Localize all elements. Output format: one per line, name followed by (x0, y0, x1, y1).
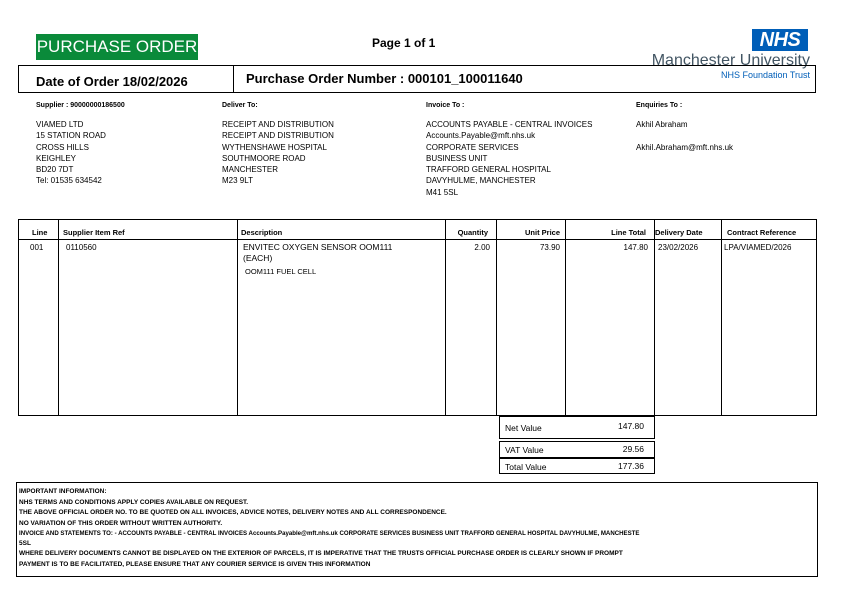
th-line-total: Line Total (611, 228, 646, 237)
th-unit-price: Unit Price (524, 228, 560, 237)
th-delivery-date: Delivery Date (655, 228, 703, 237)
supplier-address: VIAMED LTD 15 STATION ROAD CROSS HILLS KEIGHLEY BD20 7DT Tel: 01535 634542 (36, 120, 106, 186)
info-line: PAYMENT IS TO BE FACILITATED, PLEASE ENSURE THAT ANY COURIER SERVICE IS GIVEN THIS INFORMATION (19, 561, 371, 568)
th-contract-reference: Contract Reference (727, 228, 797, 237)
info-line: 5SL (19, 540, 31, 547)
info-line: THE ABOVE OFFICIAL ORDER NO. TO BE QUOTED ON ALL INVOICES, ADVICE NOTES, DELIVERY NOTES AND ALL CORRESPONDENCE. (19, 509, 447, 516)
po-number: Purchase Order Number : 000101_100011640 (246, 71, 523, 86)
info-heading: IMPORTANT INFORMATION: (19, 488, 107, 495)
info-line: WHERE DELIVERY DOCUMENTS CANNOT BE DISPLAYED ON THE EXTERIOR OF PARCELS, IT IS IMPERATIVE THAT THE TRUSTS OFFICIAL PURCHASE ORDER IS CLEARLY SHOWN IF PROMPT (19, 550, 623, 557)
page-number: Page 1 of 1 (372, 36, 436, 50)
invoice-to-label: Invoice To : (426, 102, 465, 109)
net-value-label: Net Value (505, 423, 542, 433)
deliver-to-address: RECEIPT AND DISTRIBUTION RECEIPT AND DISTRIBUTION WYTHENSHAWE HOSPITAL SOUTHMOORE ROAD MANCHESTER M23 9LT (222, 120, 334, 186)
col-divider (654, 220, 655, 416)
total-value: 177.36 (618, 461, 644, 471)
col-divider (237, 220, 238, 416)
th-supplier-item-ref: Supplier Item Ref (63, 228, 125, 237)
info-line: INVOICE AND STATEMENTS TO: - ACCOUNTS PAYABLE - CENTRAL INVOICES Accounts.Payable@mft.nhs.uk CORPORATE SERVICES BUSINESS UNIT TRAFFORD GENERAL HOSPITAL DAVYHULME, MANCHESTE (19, 530, 640, 537)
supplier-label: Supplier : 90000000186500 (36, 102, 125, 109)
row-supplier-item-ref: 0110560 (66, 243, 97, 252)
date-of-order: Date of Order 18/02/2026 (36, 74, 188, 89)
total-value-label: Total Value (505, 462, 547, 472)
th-quantity: Quantity (457, 228, 488, 237)
enquiries-label: Enquiries To : (636, 102, 683, 109)
row-line-total: 147.80 (623, 243, 648, 252)
info-line: NHS TERMS AND CONDITIONS APPLY COPIES AVAILABLE ON REQUEST. (19, 499, 249, 506)
table-header-rule (18, 239, 817, 240)
trust-subtitle: NHS Foundation Trust (720, 70, 810, 80)
invoice-to-address: ACCOUNTS PAYABLE - CENTRAL INVOICES Accounts.Payable@mft.nhs.uk CORPORATE SERVICES BUSINESS UNIT TRAFFORD GENERAL HOSPITAL DAVYHULME, MANCHESTER M41 5SL (426, 120, 593, 197)
vat-value-label: VAT Value (505, 445, 544, 455)
vat-value: 29.56 (622, 444, 644, 454)
row-unit-price: 73.90 (539, 243, 560, 252)
row-quantity: 2.00 (474, 243, 490, 252)
col-divider (721, 220, 722, 416)
row-delivery-date: 23/02/2026 (658, 243, 699, 252)
order-header-divider (233, 66, 234, 92)
row-description-detail: OOM111 FUEL CELL (245, 267, 317, 276)
row-contract-reference: LPA/VIAMED/2026 (724, 243, 792, 252)
enquiries-name: Akhil Abraham (636, 120, 688, 129)
purchase-order-banner: PURCHASE ORDER (36, 34, 198, 60)
row-line: 001 (30, 243, 44, 252)
col-divider (58, 220, 59, 416)
enquiries-email[interactable]: Akhil.Abraham@mft.nhs.uk (636, 143, 734, 152)
row-description: ENVITEC OXYGEN SENSOR OOM111 (EACH) (243, 242, 393, 263)
th-description: Description (241, 228, 283, 237)
nhs-logo: NHS (752, 29, 808, 51)
net-value: 147.80 (618, 421, 644, 431)
deliver-to-label: Deliver To: (222, 102, 258, 109)
th-line: Line (32, 228, 48, 237)
info-line: NO VARIATION OF THIS ORDER WITHOUT WRITTEN AUTHORITY. (19, 520, 223, 527)
trust-name: Manchester University (651, 52, 810, 69)
